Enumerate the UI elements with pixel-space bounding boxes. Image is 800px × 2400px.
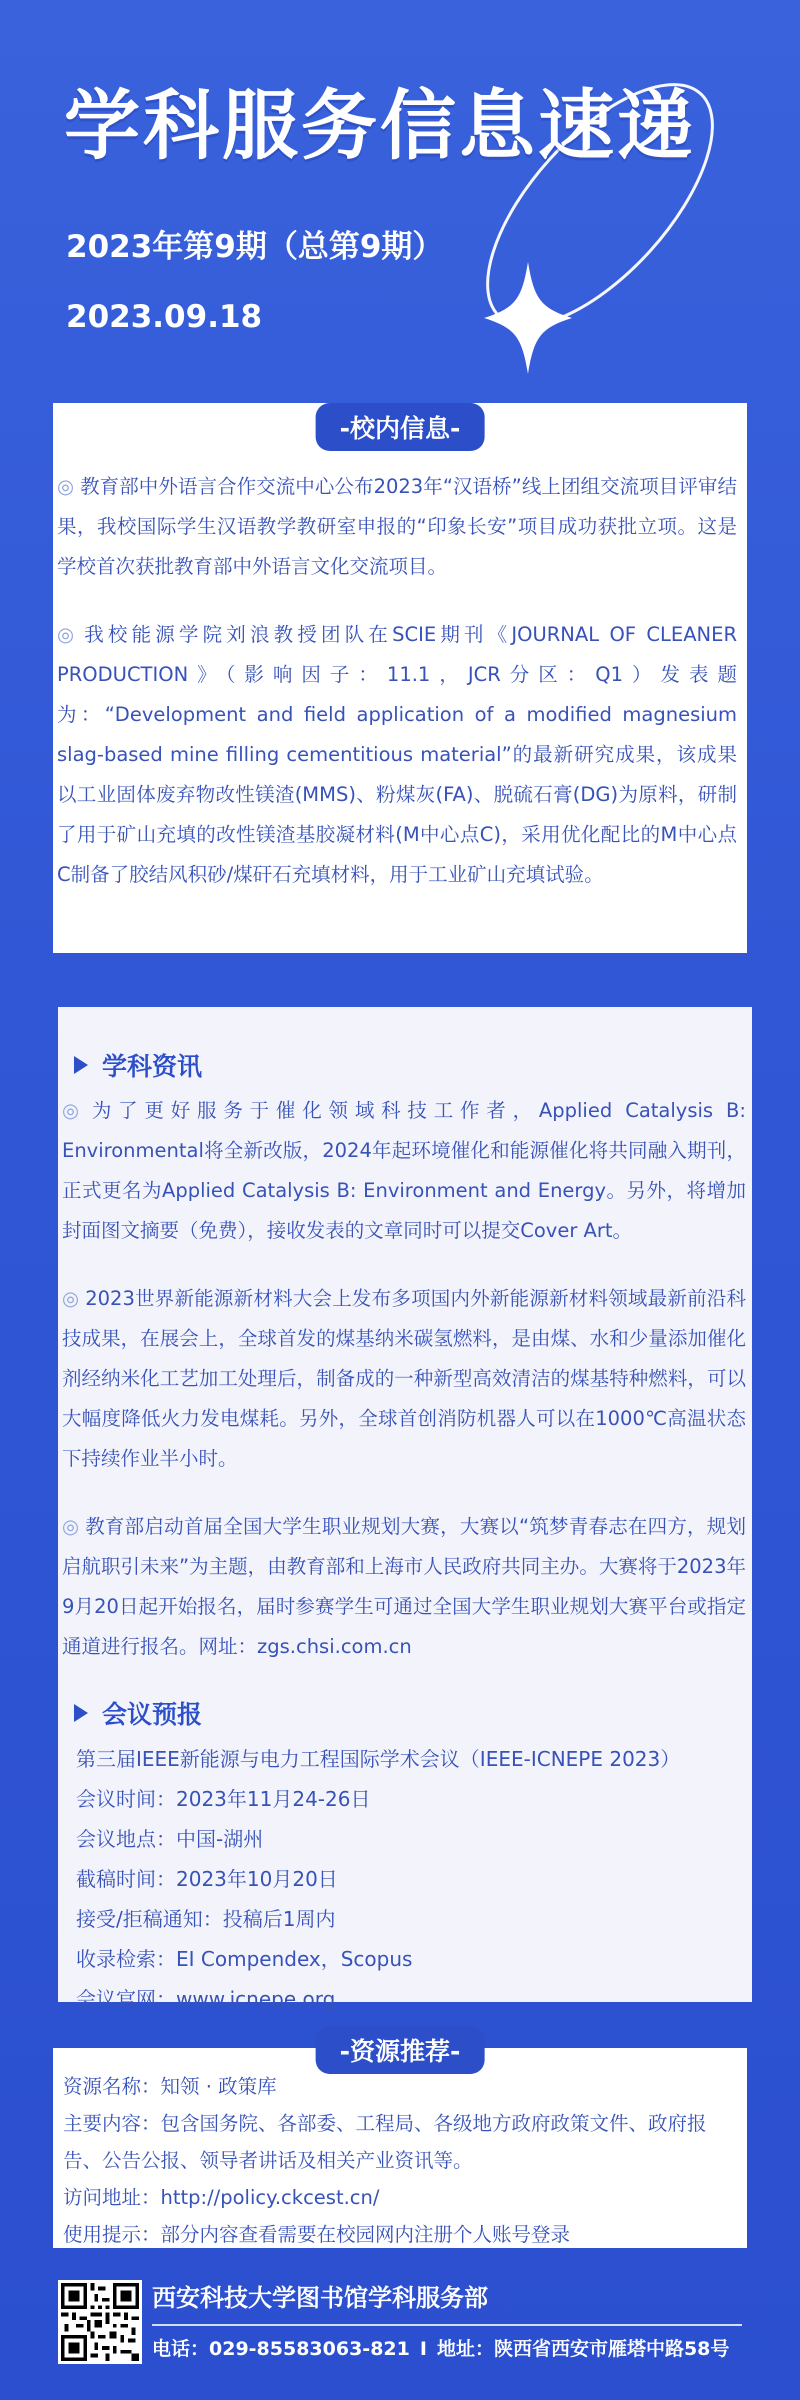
news-item: ◎ 教育部中外语言合作交流中心公布2023年“汉语桥”线上团组交流项目评审结果，我校国际学生汉语教学教研室申报的“印象长安”项目成功获批立项。这是学校首次获批教育部中外语言文化交流项目。 [57, 475, 738, 578]
conference-deadline: 截稿时间：2023年10月20日 [76, 1867, 338, 1891]
bullet-icon: ◎ [57, 623, 79, 646]
news-item: ◎ 我校能源学院刘浪教授团队在SCIE期刊《JOURNAL OF CLEANER PRODUCTION》（影响因子：11.1，JCR分区：Q1）发表题为：“Development and field application of a modified magnesium slag-based mine filling cementitious material”的最新研究成果，该成果以工业固体废弃物改性镁渣(MMS)、粉煤灰(FA)、脱硫石膏(DG)为原料，研制了用于矿山充填的改性镁渣基胶凝材料(M中心点C)，采用优化配比的M中心点C制备了胶结风积砂/煤矸石充填材料，用于工业矿山充填试验。 [57, 623, 737, 886]
subject-news-card [58, 1007, 752, 2011]
bullet-icon: ◎ [62, 1515, 80, 1538]
divider [152, 2324, 742, 2326]
section-heading-subject: 学科资讯 [74, 1047, 746, 1083]
resource-tip: 使用提示：部分内容查看需要在校园网内注册个人账号登录 [63, 2223, 571, 2246]
bullet-icon: ◎ [57, 475, 75, 498]
conference-indexing: 收录检索：EI Compendex，Scopus [76, 1947, 413, 1971]
resource-name: 资源名称：知领 · 政策库 [63, 2075, 277, 2098]
resource-card [53, 2048, 747, 2248]
contact-line [152, 2340, 729, 2359]
triangle-right-icon [74, 1704, 88, 1722]
conference-location: 会议地点：中国-湖州 [76, 1827, 264, 1851]
issue-number: 2023年第9期（总第9期） [66, 229, 444, 265]
decorative-orbit-star [0, 0, 800, 400]
issue-date: 2023.09.18 [66, 299, 263, 335]
resource-content: 主要内容：包含国务院、各部委、工程局、各级地方政府政策文件、政府报告、公告公报、领导者讲话及相关产业资讯等。 [63, 2112, 707, 2172]
section-heading-internal: -校内信息- [316, 403, 485, 451]
footer [0, 2260, 800, 2400]
conference-notification: 接受/拒稿通知：投稿后1周内 [76, 1907, 336, 1931]
internal-info-card [53, 403, 747, 953]
phone-number: 电话：029-85583063-821 [152, 2338, 410, 2360]
qr-code-icon [58, 2280, 142, 2364]
bullet-icon: ◎ [62, 1099, 86, 1122]
resource-url: 访问地址：http://policy.ckcest.cn/ [63, 2186, 380, 2209]
conference-name: 第三届IEEE新能源与电力工程国际学术会议（IEEE-ICNEPE 2023） [76, 1747, 681, 1771]
address: 地址：陕西省西安市雁塔中路58号 [436, 2338, 730, 2360]
separator: I [419, 2338, 427, 2360]
organization-name: 西安科技大学图书馆学科服务部 [152, 2284, 488, 2312]
conference-time: 会议时间：2023年11月24-26日 [76, 1787, 371, 1811]
triangle-right-icon [74, 1056, 88, 1074]
news-item: ◎ 为了更好服务于催化领域科技工作者，Applied Catalysis B: Environmental将全新改版，2024年起环境催化和能源催化将共同融入期刊，正式更名为Applied Catalysis B: Environment and Energy。另外，将增加封面图文摘要（免费），接收发表的文章同时可以提交Cover Art。 [62, 1099, 747, 1242]
conference-website: 会议官网：www.icnepe.org [76, 1987, 336, 2011]
header [0, 0, 800, 400]
news-item: ◎ 教育部启动首届全国大学生职业规划大赛，大赛以“筑梦青春志在四方，规划启航职引未来”为主题，由教育部和上海市人民政府共同主办。大赛将于2023年9月20日起开始报名，届时参赛学生可通过全国大学生职业规划大赛平台或指定通道进行报名。网址：zgs.chsi.com.cn [62, 1515, 746, 1658]
section-heading-resource: -资源推荐- [316, 2026, 485, 2074]
section-heading-conference: 会议预报 [74, 1695, 746, 1731]
bullet-icon: ◎ [62, 1287, 80, 1310]
page-title: 学科服务信息速递 [64, 81, 696, 170]
news-item: ◎ 2023世界新能源新材料大会上发布多项国内外新能源新材料领域最新前沿科技成果，在展会上，全球首发的煤基纳米碳氢燃料，是由煤、水和少量添加催化剂经纳米化工艺加工处理后，制备成的一种新型高效清洁的煤基特种燃料，可以大幅度降低火力发电煤耗。另外，全球首创消防机器人可以在1000℃高温状态下持续作业半小时。 [62, 1287, 746, 1470]
